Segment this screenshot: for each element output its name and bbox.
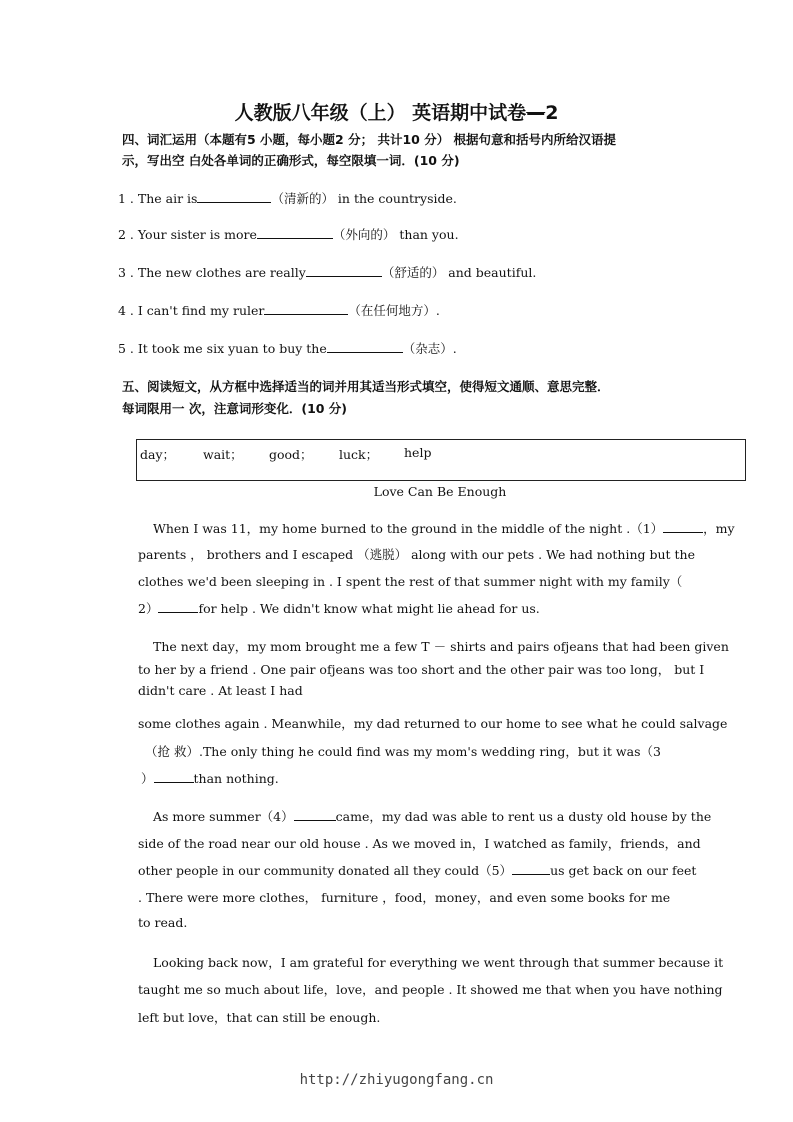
question-text: 5 . It took me six yuan to buy the (118, 341, 327, 356)
question-text: 4 . I can't find my ruler (118, 303, 265, 318)
answer-blank-4[interactable] (294, 808, 336, 821)
text-run: When I was 11，my home burned to the ground in the middle of the night .（1） (153, 521, 664, 536)
question-text: 3 . The new clothes are really (118, 265, 306, 280)
paragraph-3-line-5: to read. (138, 915, 188, 930)
paragraph-2-line-5: （抢 救）.The only thing he could find was my mom's wedding ring，but it was（3 (145, 744, 661, 759)
text-run: As more summer（4） (153, 809, 294, 824)
paragraph-2-line-1: The next day，my mom brought me a few T － shirts and pairs ofjeans that had been given (153, 639, 729, 654)
section4-heading-line2: 示，写出空 白处各单词的正确形式，每空限填一词．(10 分) (122, 153, 460, 168)
question-text: 2 . Your sister is more (118, 227, 257, 242)
text-run: us get back on our feet (550, 863, 697, 878)
paragraph-3-line-2: side of the road near our old house . As we moved in，I watched as family，friends，and (138, 836, 701, 851)
answer-blank[interactable] (306, 264, 382, 277)
answer-blank[interactable] (264, 302, 348, 315)
paragraph-4-line-1: Looking back now，I am grateful for everything we went through that summer because it (153, 955, 724, 970)
question-1 (118, 189, 457, 207)
paragraph-2-line-6 (141, 769, 279, 787)
paragraph-2-line-2: to her by a friend . One pair ofjeans was too short and the other pair was too long， but I (138, 662, 705, 677)
paragraph-1-line-4 (138, 599, 540, 617)
paragraph-3-line-3 (138, 861, 696, 879)
paragraph-1-line-1 (153, 519, 735, 537)
answer-blank-5[interactable] (512, 862, 550, 875)
text-run: ，my (703, 521, 735, 536)
text-run: than nothing. (193, 771, 279, 786)
paragraph-2-line-4: some clothes again . Meanwhile，my dad returned to our home to see what he could salvage (138, 716, 728, 731)
section4-heading-line1: 四、词汇运用（本题有5 小题，每小题2 分； 共计10 分） 根据句意和括号内所给汉语提 (122, 132, 617, 147)
text-run: 2） (138, 601, 159, 616)
answer-blank-1[interactable] (663, 520, 703, 533)
question-3 (118, 263, 536, 281)
word-bank-box (136, 439, 746, 481)
title-dash: — (526, 102, 546, 124)
question-hint: （舒适的） and beautiful. (381, 265, 537, 280)
question-text: 1 . The air is (118, 191, 198, 206)
answer-blank-2[interactable] (158, 600, 198, 613)
question-2 (118, 225, 459, 243)
question-hint: （杂志）. (402, 341, 457, 356)
paragraph-1-line-2: parents ， brothers and I escaped （逃脱） along with our pets . We had nothing but the (138, 547, 696, 562)
paragraph-1-line-3: clothes we'd been sleeping in . I spent the rest of that summer night with my family（ (138, 574, 683, 589)
question-4 (118, 301, 440, 319)
question-5 (118, 339, 457, 357)
page-title (0, 98, 793, 125)
title-main: 人教版八年级（上） 英语期中试卷 (234, 102, 527, 124)
answer-blank[interactable] (327, 340, 403, 353)
word-bank-item: help (404, 445, 432, 460)
text-run: for help . We didn't know what might lie ahead for us. (198, 601, 540, 616)
section5-heading-line2: 每词限用一 次，注意词形变化．(10 分) (122, 401, 348, 416)
text-run: other people in our community donated all they could（5） (138, 863, 513, 878)
section5-heading-line1: 五、阅读短文，从方框中选择适当的词并用其适当形式填空，使得短文通顺、意思完整． (122, 379, 610, 394)
story-title: Love Can Be Enough (373, 484, 507, 499)
question-hint: （外向的） than you. (332, 227, 459, 242)
answer-blank[interactable] (197, 190, 271, 203)
title-suffix: 2 (545, 102, 559, 124)
answer-blank[interactable] (257, 226, 333, 239)
word-bank-item: wait； (203, 447, 243, 462)
paragraph-4-line-3: left but love，that can still be enough. (138, 1010, 381, 1025)
question-hint: （清新的） in the countryside. (271, 191, 457, 206)
answer-blank-3[interactable] (154, 770, 194, 783)
paragraph-3-line-4: . There were more clothes， furniture ，food，money，and even some books for me (138, 890, 671, 905)
word-bank-item: good； (269, 447, 313, 462)
paragraph-3-line-1 (153, 807, 711, 825)
text-run: ） (141, 771, 154, 786)
paragraph-4-line-2: taught me so much about life，love，and people . It showed me that when you have nothing (138, 982, 723, 997)
paragraph-2-line-3: didn't care . At least I had (138, 683, 303, 698)
text-run: came，my dad was able to rent us a dusty old house by the (335, 809, 712, 824)
question-hint: （在任何地方）. (348, 303, 440, 318)
word-bank-item: luck； (339, 447, 379, 462)
footer-url: http://zhiyugongfang.cn (299, 1072, 494, 1088)
word-bank-item: day； (140, 447, 176, 462)
